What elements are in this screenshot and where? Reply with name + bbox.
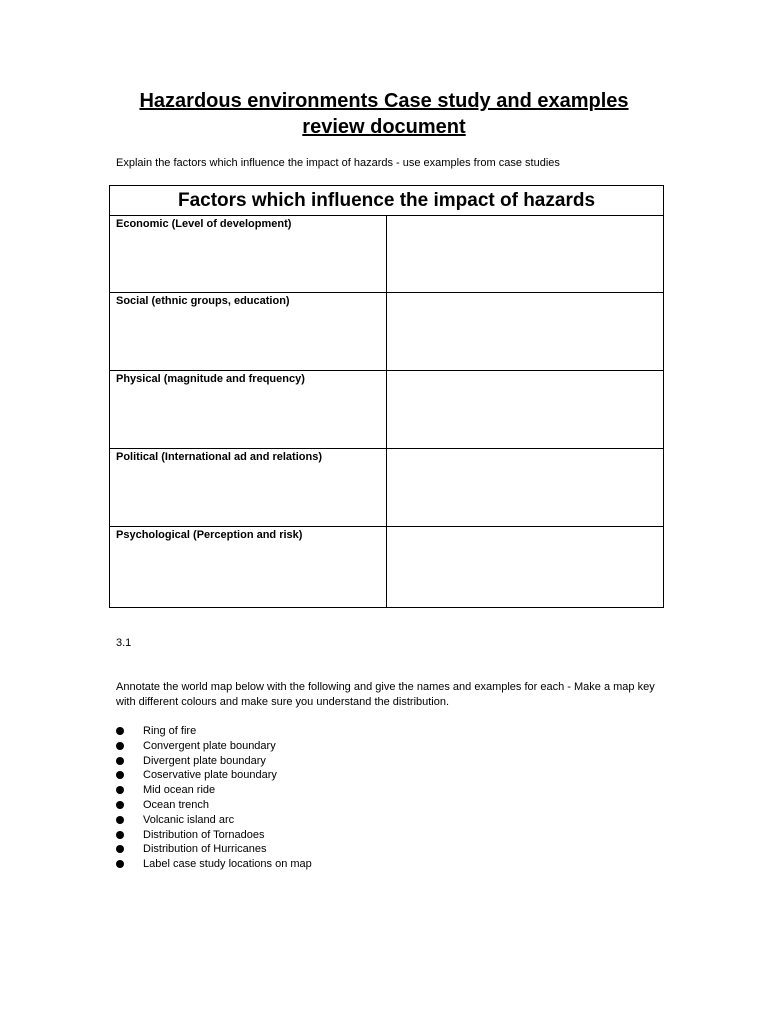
list-item: [116, 754, 312, 769]
factor-label-physical: Physical (magnitude and frequency): [110, 371, 387, 449]
page-title-line-2: review document: [302, 116, 466, 138]
list-item: [116, 828, 312, 843]
table-header-row: [110, 186, 664, 216]
list-item-label: Ring of fire: [143, 725, 197, 737]
bullet-icon: [116, 860, 124, 868]
table-row: [110, 371, 664, 449]
list-item-label: Label case study locations on map: [143, 858, 312, 871]
bullet-icon: [116, 801, 124, 809]
map-instruction-text: Annotate the world map below with the following and give the names and examples for each - Make a map key with different colours and make sure you understand the distribution.: [116, 681, 655, 708]
list-item-label: Distribution of Tornadoes: [143, 828, 265, 841]
answer-cell-psychological[interactable]: [387, 527, 664, 608]
answer-cell-social[interactable]: [387, 293, 664, 371]
bullet-icon: [116, 816, 124, 824]
bullet-icon: [116, 786, 124, 794]
answer-cell-political[interactable]: [387, 449, 664, 527]
table-row: [110, 293, 664, 371]
instruction-text: Explain the factors which influence the impact of hazards - use examples from case studies: [116, 157, 560, 169]
answer-cell-economic[interactable]: [387, 216, 664, 293]
list-item-label: Volcanic island arc: [143, 813, 235, 826]
section-number: 3.1: [116, 637, 132, 649]
bullet-icon: [116, 771, 124, 779]
list-item: [116, 783, 312, 798]
list-item-label: Distribution of Hurricanes: [143, 843, 267, 856]
bullet-icon: [116, 831, 124, 839]
factor-label-social: Social (ethnic groups, education): [110, 293, 387, 371]
bullet-icon: [116, 727, 124, 735]
factors-table: [109, 185, 664, 608]
factor-label-psychological: Psychological (Perception and risk): [110, 527, 387, 608]
list-item-label: Divergent plate boundary: [143, 754, 266, 767]
list-item-label: Coservative plate boundary: [143, 769, 277, 782]
bullet-icon: [116, 757, 124, 765]
list-item: [116, 724, 312, 739]
list-item: [116, 842, 312, 857]
bullet-icon: [116, 845, 124, 853]
list-item-label: Ocean trench: [143, 798, 210, 811]
factor-label-political: Political (International ad and relations): [110, 449, 387, 527]
list-item: [116, 739, 312, 754]
bullet-icon: [116, 742, 124, 750]
page-title: [84, 88, 684, 140]
table-header: Factors which influence the impact of hazards: [110, 186, 664, 216]
page-title-line-1: Hazardous environments Case study and examples: [139, 90, 629, 112]
table-row: [110, 527, 664, 608]
list-item-label: Mid ocean ride: [143, 784, 216, 797]
answer-cell-physical[interactable]: [387, 371, 664, 449]
table-row: [110, 216, 664, 293]
list-item: [116, 857, 312, 872]
list-item: [116, 798, 312, 813]
factor-label-economic: Economic (Level of development): [110, 216, 387, 293]
list-item-label: Convergent plate boundary: [143, 739, 276, 752]
table-row: [110, 449, 664, 527]
task-list: [116, 724, 312, 872]
list-item: [116, 768, 312, 783]
list-item: [116, 813, 312, 828]
